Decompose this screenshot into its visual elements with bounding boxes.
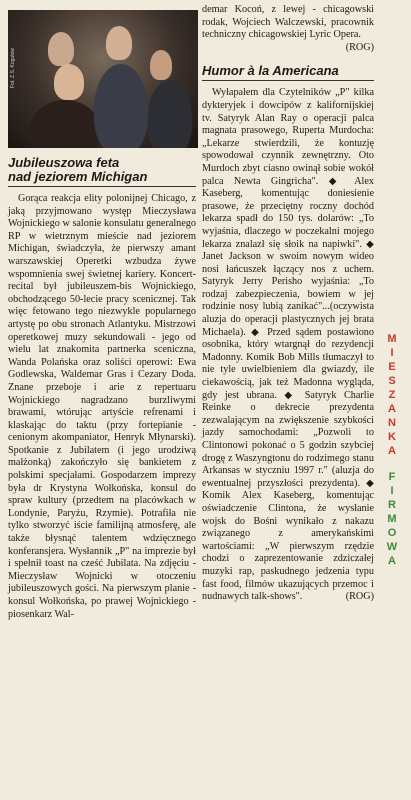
article-humor	[202, 64, 374, 603]
side-label-word-1-letter: N	[388, 417, 396, 429]
headline-rule	[202, 80, 374, 81]
article-jubilee-body	[8, 193, 196, 621]
side-label-word-1-letter: E	[388, 361, 396, 373]
side-label-word-2-letter: M	[387, 513, 397, 525]
headline-rule	[8, 186, 196, 187]
side-label-word-2	[381, 470, 403, 568]
side-label-word-2-letter: A	[388, 555, 396, 567]
right-column	[202, 4, 374, 604]
side-label-word-2-letter: F	[388, 471, 396, 483]
side-label-word-2-letter: O	[387, 527, 397, 539]
side-label-word-1-letter: I	[390, 347, 394, 359]
photo-figure	[94, 64, 148, 148]
photo-figure	[30, 100, 100, 148]
article-jubilee-paragraph: Gorąca reakcja elity polonijnej Chicago, z jaką przyjmowano występ Mieczysława Wojnickiego w salonie konsulatu generalnego RP w wietrznym mieście nad jeziorem Michigan, świadczyła, że pierwszy amant warszawskiej Operetki wzbudza żywe wspomnienia swej świetnej kariery. Koncert-recital był jubileuszem-bis Wojnickiego, obchodzącego 50-lecie pracy scenicznej. Tak więc fetowano tego niezwykle popularnego artystę po obu stronach Atlantyku. Mistrzowi operetkowej muzy sekundowali - jego od wielu lat znakomita partnerka sceniczna, Wanda Polańska oraz soliści operowi: Ewa Godlewska, Waldemar Gras i Cezary Doda. Znane przeboje i arie z repertuaru Wojnickiego nagradzano burzliwymi brawami, wtórując artyście refrenami i klaskając do taktu (przy fortepianie - cenionym akompaniator, Henryk Młynarski). Spotkanie z Jubilatem (i jego urodziwą małżonką) zakończyło się bankietem z polskimi specjałami. Gospodarzem imprezy była dr Krystyna Wołkońska, konsul do spraw kultury (przedtem na placówkach w Londynie, Paryżu, Rzymie). Potrafiła nie tylko stworzyć iście familijną atmosferę, ale także błysnąć talentem wdzięcznego konferansjera. Wysłannik „P" na imprezie był i spełnił toast na cześć Jubilata. Na zdjęciu - Mieczysław Wojnicki w otoczeniu jubileuszowych gości. Na pierwszym planie - konsul Wołkońska, po prawej Wojnickiego - piosenkarz Wal-	[8, 193, 196, 620]
article-jubilee-continuation	[202, 4, 374, 54]
side-label-word-1	[381, 332, 403, 458]
article-humor-paragraph	[202, 87, 374, 603]
side-label-word-2-letter: I	[390, 485, 394, 497]
side-label-word-2-letter: W	[386, 541, 398, 553]
article-humor-body	[202, 87, 374, 603]
side-label-word-1-letter: M	[387, 333, 397, 345]
article-humor-signature: (ROG)	[345, 591, 374, 603]
photo-figure	[54, 64, 84, 100]
photo-figure	[106, 26, 132, 60]
headline-line-1: Jubileuszowa feta	[8, 155, 120, 170]
side-label-word-1-letter: S	[388, 375, 396, 387]
side-label-word-1-letter: A	[388, 445, 396, 457]
article-jubilee-headline	[8, 156, 196, 184]
side-label-word-2-letter: R	[388, 499, 396, 511]
article-humor-headline: Humor à la Americana	[202, 63, 339, 79]
article-jubilee	[8, 156, 196, 621]
article-jubilee-signature: (ROG)	[345, 41, 374, 53]
photo-figure	[148, 80, 192, 148]
article-humor-text: Wyłapałem dla Czytelników „P" kilka dykteryjek i dowcipów z kalifornijskiej tv. Satyryk Alan Ray o operacji palca magnata prasowego, Ruperta Murdocha: „Lekarze stwierdzili, że kontuzję spowodował czynnik zewnętrzny. Oto Murdoch zbyt ciasno owinął sobie wokół palca Newta Gingricha". ◆ Alex Kaseberg, komentując doniesienie prasowe, że przeciętny roczny dochód lekarza spadł do 150 tys. dolarów: „To wyjaśnia, dlaczego w poczekalni mojego lekarza znalazł się słoik na napiwki". ◆ Janet Jackson w swoim nowym wideo nosi łańcuszek łączący nos z uchem. Satyryk Jerry Perisho wyjaśnia: „To rodzaj zabezpieczenia, bowiem w jej rodzinie nosy lubią zanikać"...(oczywista aluzja do operacji plastycznych jej brata Michaela). ◆ Przed sądem postawiono osobnika, który wtargnął do rezydencji Madonny. Komik Bob Mills tłumaczył to nie tyle uwielbieniem dla gwiazdy, ile ciekawością, jak też Madonna wygląda, gdy jest ubrana. ◆ Satyryk Charlie Reinke o dekrecie prezydenta zezwalającym na zwiększenie szybkości jazdy samochodami: „Pozwoli to Clintonowi pokonać o 5 godzin szybciej drogę z Waszyngtonu do rodzimego stanu Arkansas w styczniu 1997 r." (aluzja do ewentualnej przyszłości prezydenta). ◆ Komik Alex Kaseberg, komentując oświadczenie Clintona, że wysłanie wojsk do Bośni wynikało z nakazu związanego z amerykańskimi wartościami: „W pierwszym rzędzie chodzi o zaprezentowanie zdziczałej muzyki rap, paskudnego jedzenia typu fast food, filmów ukazujących przemoc i nudnawych talk-shows".	[202, 87, 374, 603]
headline-line-2: nad jeziorem Michigan	[8, 169, 148, 184]
side-label-word-1-letter: A	[388, 403, 396, 415]
event-photo	[8, 10, 198, 148]
photo-figure	[48, 32, 74, 66]
section-side-label	[381, 332, 403, 568]
photo-figure	[150, 50, 172, 80]
side-label-word-1-letter: Z	[388, 389, 396, 401]
side-label-word-1-letter: K	[388, 431, 396, 443]
photo-caption-text: demar Kocoń, z lewej - chicagowski rodak, Wojciech Walczewski, pracownik techniczny chicagowskiej Lyric Opera.	[202, 4, 374, 41]
photo-credit: Fot. Z.S. Kogutow	[10, 47, 16, 88]
